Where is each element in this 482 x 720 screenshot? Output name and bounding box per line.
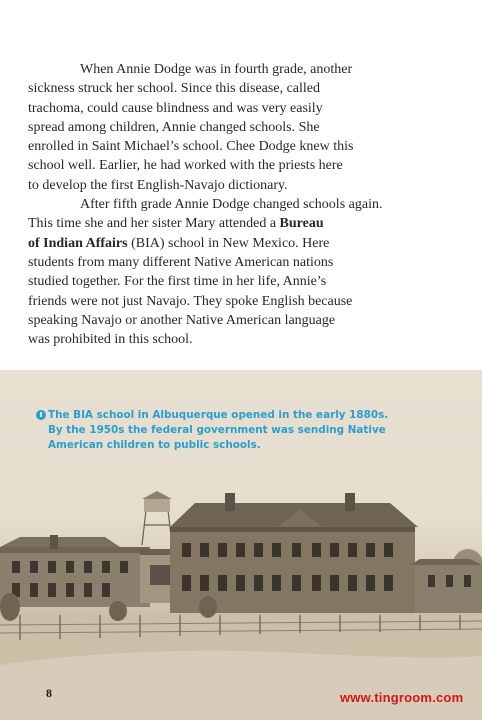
school-buildings-illustration bbox=[0, 475, 482, 720]
glossary-term: Bureau bbox=[279, 216, 324, 232]
p2-line: friends were not just Navajo. They spoke English because bbox=[28, 293, 353, 309]
p2-line: students from many different Native American nations bbox=[28, 254, 334, 270]
p1-line: When Annie Dodge was in fourth grade, another bbox=[80, 62, 353, 77]
page-number: 8 bbox=[46, 686, 52, 700]
p1-line: enrolled in Saint Michael’s school. Chee Dodge knew this bbox=[28, 139, 354, 155]
watermark-text: www.tingroom.com bbox=[340, 690, 464, 705]
p2-line: (BIA) school in New Mexico. Here bbox=[127, 235, 330, 251]
p2-line: was prohibited in this school. bbox=[28, 332, 193, 348]
caption-line: The BIA school in Albuquerque opened in the early 1880s. bbox=[48, 409, 389, 421]
p1-line: school well. Earlier, he had worked with the priests here bbox=[28, 158, 343, 174]
p2-line: This time she and her sister Mary attended a bbox=[28, 216, 280, 232]
p2-line: After fifth grade Annie Dodge changed schools again. bbox=[80, 197, 383, 213]
p1-line: spread among children, Annie changed schools. She bbox=[28, 119, 320, 135]
p2-line: speaking Navajo or another Native American language bbox=[28, 312, 336, 328]
caption-line: By the 1950s the federal government was sending Native bbox=[48, 424, 386, 436]
p1-line: trachoma, could cause blindness and was very easily bbox=[28, 100, 323, 116]
body-text bbox=[28, 60, 428, 349]
photo-caption bbox=[48, 408, 428, 453]
p2-line: studied together. For the first time in her life, Annie’s bbox=[28, 274, 327, 290]
paragraph-2 bbox=[28, 195, 428, 349]
info-icon bbox=[36, 410, 46, 420]
p1-line: to develop the first English-Navajo dictionary. bbox=[28, 177, 288, 193]
caption-line: American children to public schools. bbox=[48, 439, 261, 451]
p1-line: sickness struck her school. Since this disease, called bbox=[28, 81, 320, 97]
glossary-term: of Indian Affairs bbox=[28, 235, 128, 251]
paragraph-1 bbox=[28, 60, 428, 195]
